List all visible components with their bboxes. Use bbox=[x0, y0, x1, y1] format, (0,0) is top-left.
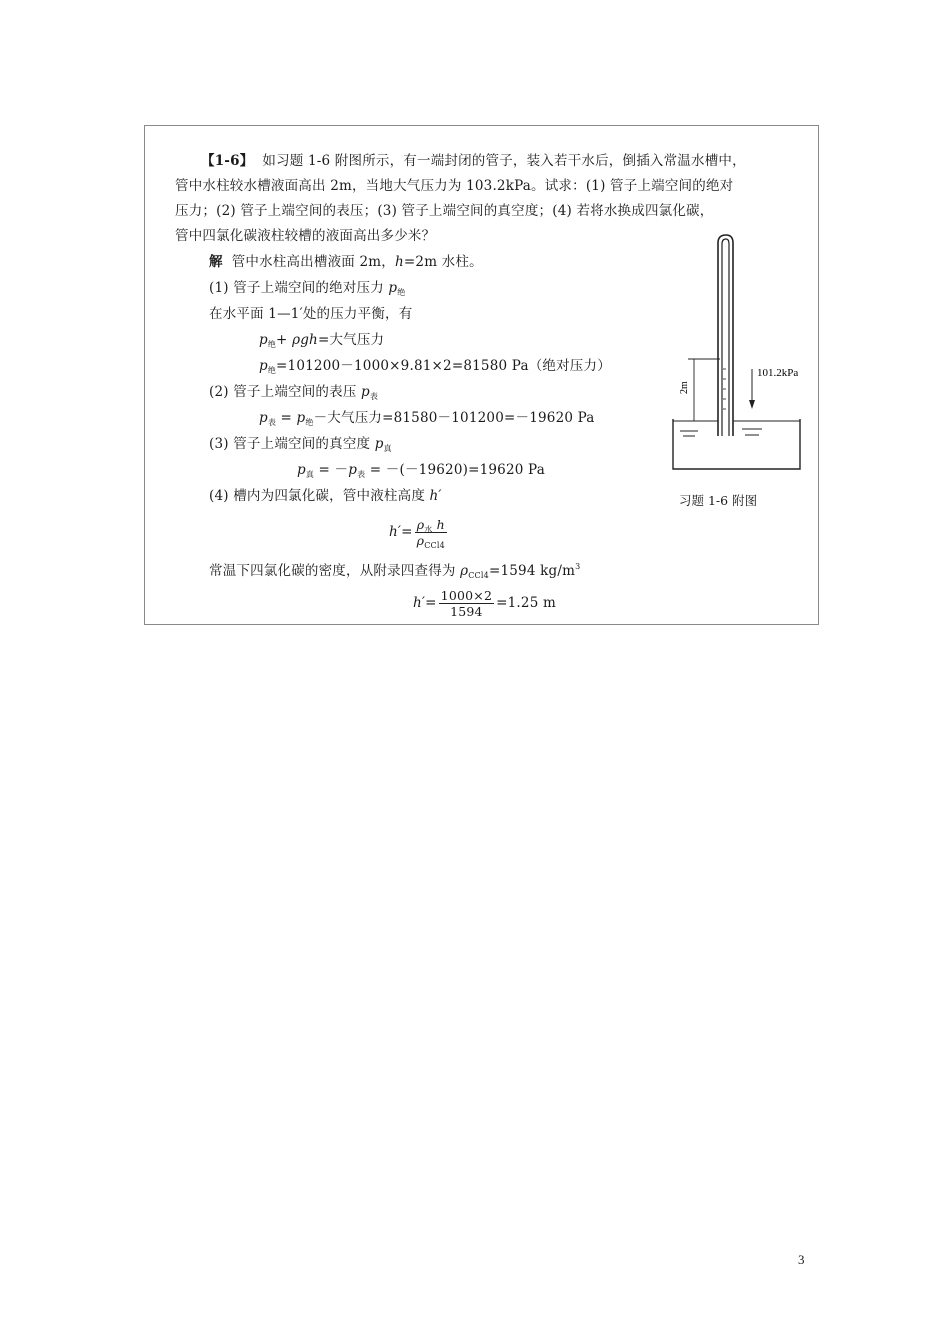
tube-water-marks bbox=[723, 369, 726, 409]
problem-number: 【1-6】 bbox=[201, 153, 254, 169]
step-3-equation: $p_真 = -p_表 = -(-19620)=19620$ Pa bbox=[297, 462, 545, 479]
water-tank bbox=[673, 419, 800, 469]
level-marks-left bbox=[680, 431, 698, 436]
pressure-arrow-head bbox=[749, 400, 755, 409]
height-label: 2m bbox=[679, 381, 690, 394]
tube-diagram bbox=[670, 231, 810, 476]
step-3-title: (3) 管子上端空间的真空度 $p_真$ bbox=[209, 436, 392, 453]
tube-outer-wall bbox=[718, 235, 733, 436]
result-fraction: $\frac{1000\times 2}{1594}$ bbox=[440, 588, 493, 619]
step-4-density: 常温下四氯化碳的密度，从附录四查得为 $\rho_{CCl4}=1594$ $kg/m^3$ bbox=[209, 562, 581, 580]
problem-line-2: 管中水柱较水槽液面高出 2m，当地大气压力为 103.2kPa。试求：(1) 管子上端空间的绝对 bbox=[175, 178, 734, 194]
step-1-equation-2: $p_绝=101200-1000\times 9.81\times 2=81580$ Pa（绝对压力） bbox=[259, 358, 611, 375]
step-4-formula: h′= $\frac{\rho_水 h}{\rho_{CCl4}}$ bbox=[389, 517, 445, 550]
problem-line-4: 管中四氯化碳液柱较槽的液面高出多少米？ bbox=[175, 228, 436, 244]
page-number: 3 bbox=[798, 1252, 805, 1267]
step-2-equation: $p_表 = p_绝-$大气压力=81580－101200=－19620 Pa bbox=[259, 410, 595, 427]
level-marks-right bbox=[742, 429, 762, 435]
step-2-title: (2) 管子上端空间的表压 $p_表$ bbox=[209, 384, 379, 401]
figure-caption: 习题 1-6 附图 bbox=[679, 493, 758, 508]
step-1-title: (1) 管子上端空间的绝对压力 $p_绝$ bbox=[209, 280, 406, 297]
problem-line-1: 【1-6】 如习题 1-6 附图所示，有一端封闭的管子，装入若干水后，倒插入常温水槽中， bbox=[201, 153, 746, 169]
step-4-result: h′= $\frac{1000\times 2}{1594}$ =1.25 m bbox=[413, 588, 556, 619]
tube-inner-wall bbox=[722, 239, 729, 436]
step-1-balance: 在水平面 1—1′处的压力平衡，有 bbox=[209, 306, 413, 322]
problem-box bbox=[144, 125, 819, 625]
pressure-label: 101.2kPa bbox=[757, 367, 799, 379]
problem-line-3: 压力；(2) 管子上端空间的表压；(3) 管子上端空间的真空度；(4) 若将水换成四氯化碳， bbox=[175, 203, 714, 219]
step-1-equation-1: $p_绝+ \rho gh=$大气压力 bbox=[259, 332, 385, 349]
solution-intro: 解 管中水柱高出槽液面 2m，h=2m 水柱。 bbox=[209, 254, 483, 270]
formula-fraction: $\frac{\rho_水 h}{\rho_{CCl4}}$ bbox=[416, 517, 445, 550]
step-4-title: (4) 槽内为四氯化碳，管中液柱高度 h′ bbox=[209, 488, 442, 504]
